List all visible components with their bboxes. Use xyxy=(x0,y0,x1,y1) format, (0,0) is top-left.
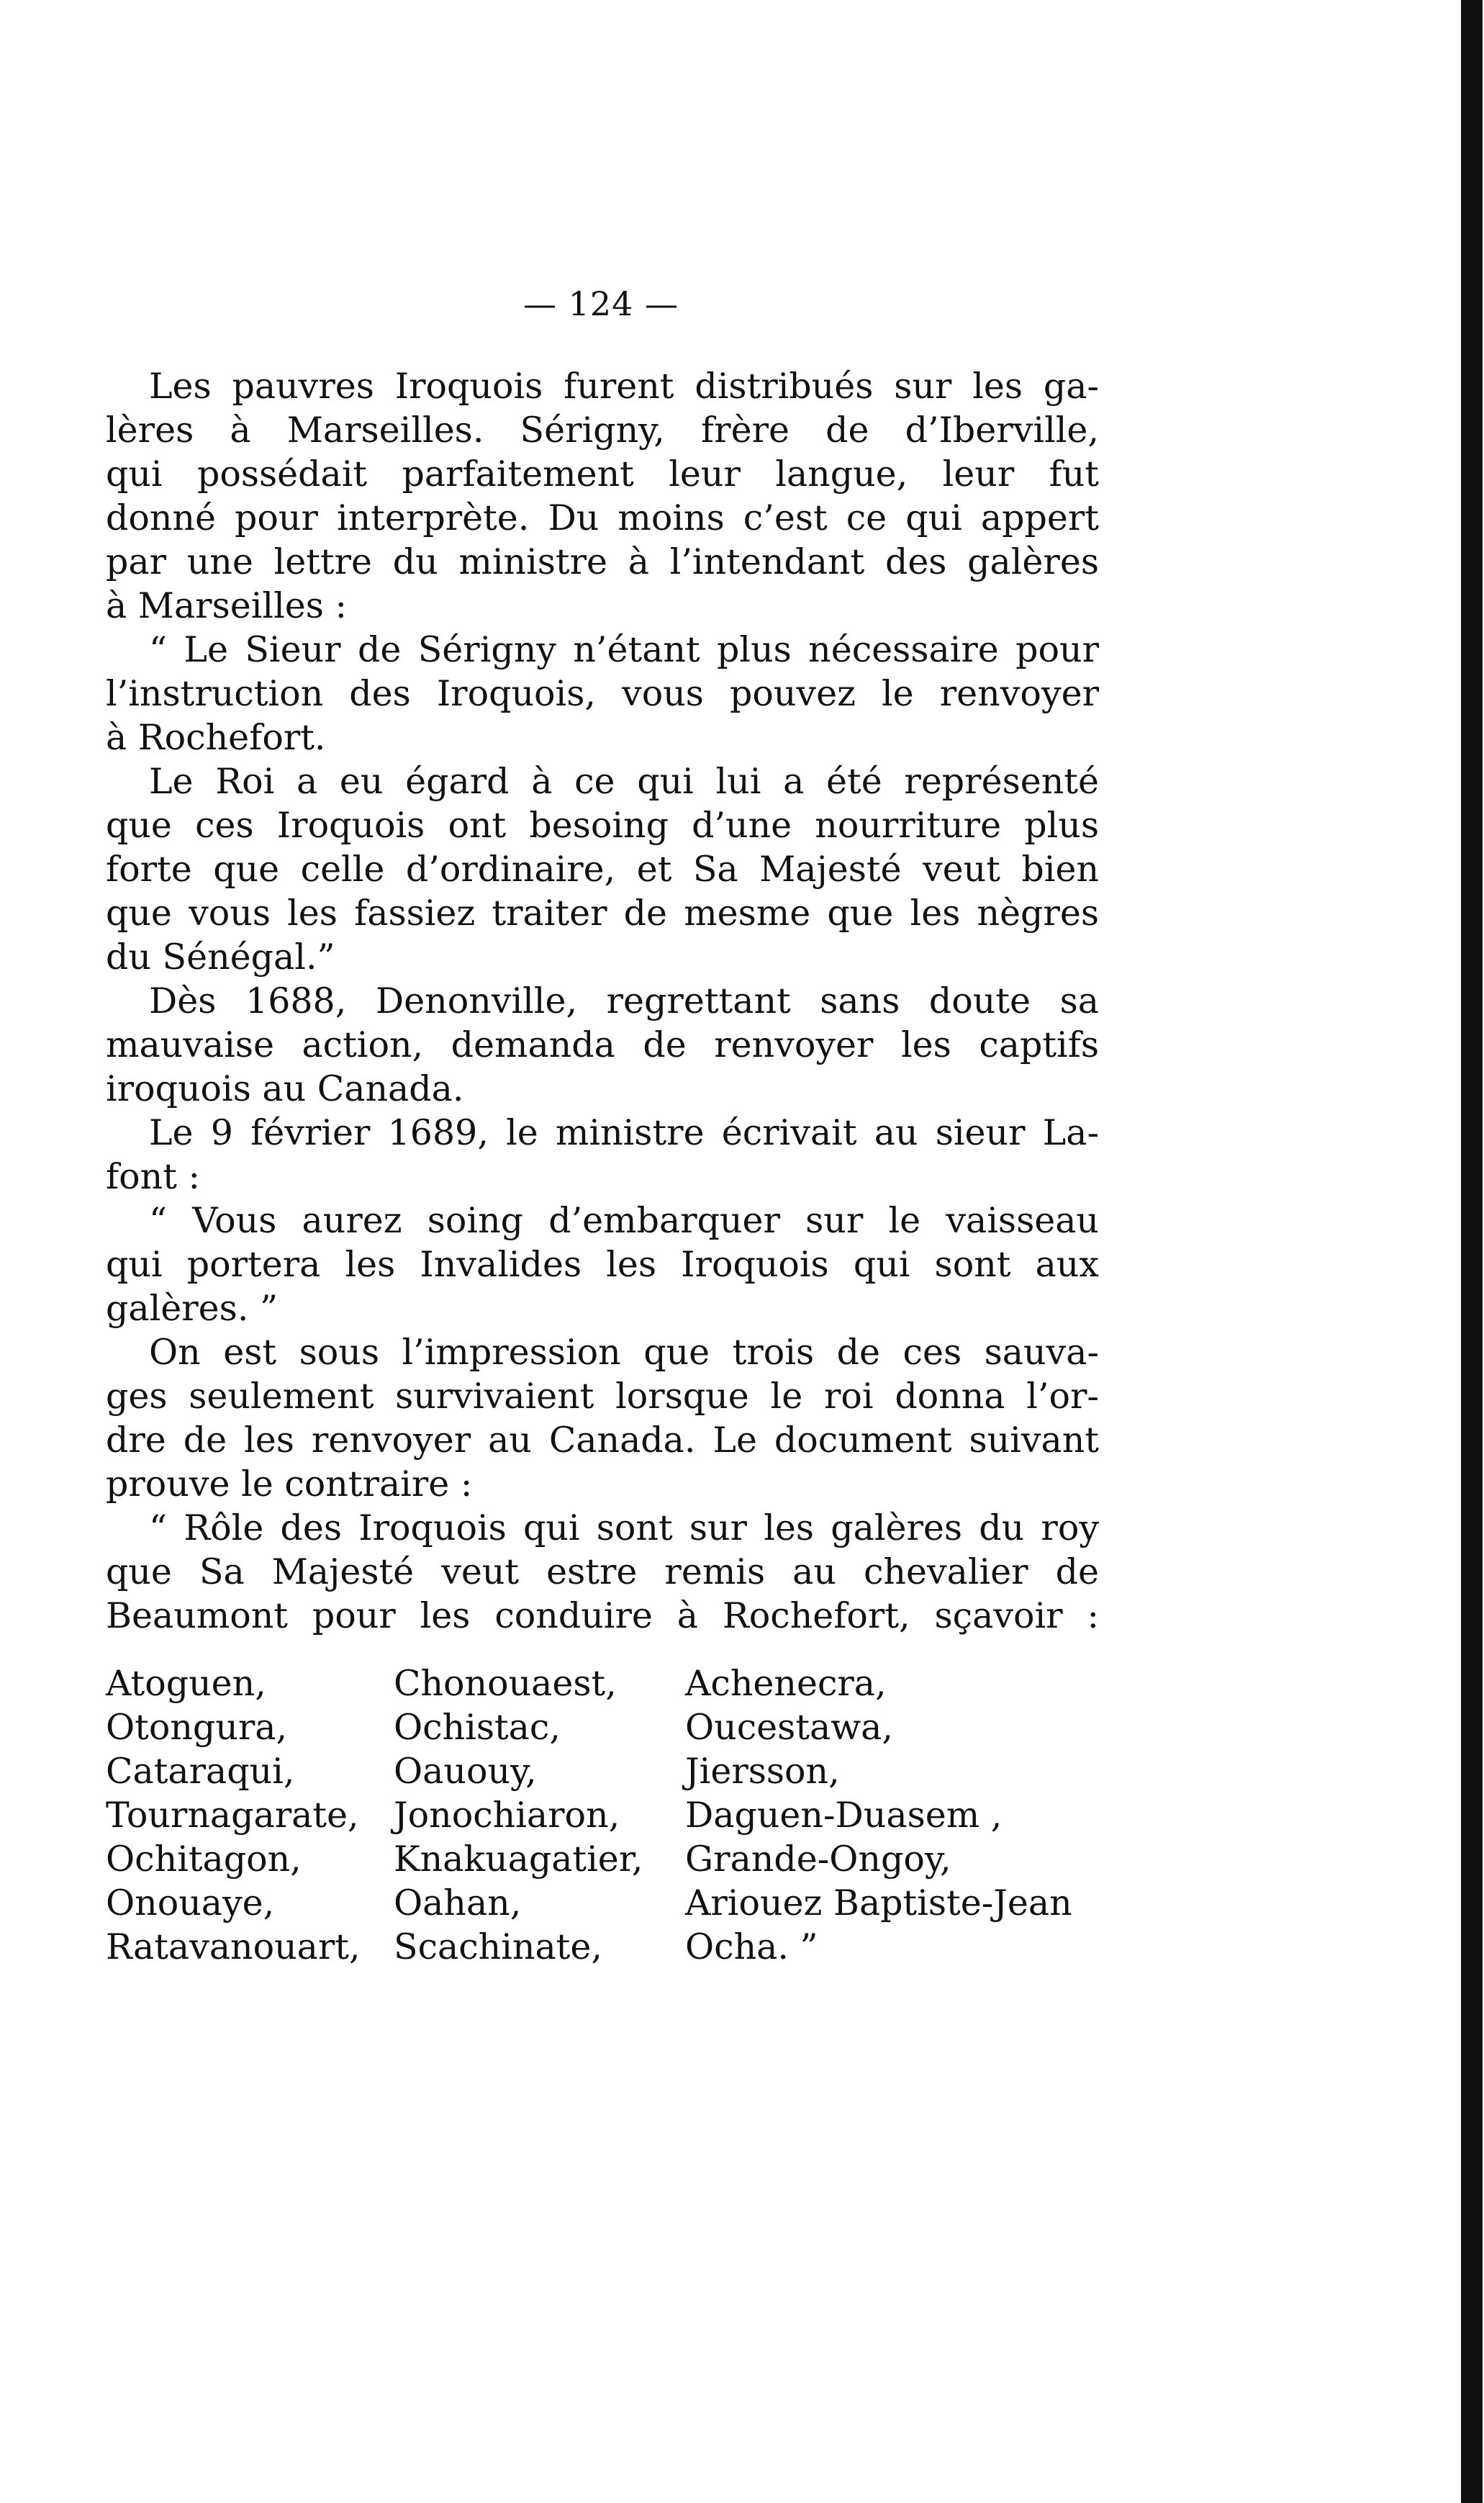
name-entry: Ariouez Baptiste-Jean xyxy=(685,1882,1072,1924)
name-entry: Ocha. ” xyxy=(685,1926,818,1967)
text-line: lères à Marseilles. Sérigny, frère de d’Iberville, xyxy=(106,410,1099,451)
names-row xyxy=(106,1793,1113,1837)
name-entry: Chonouaest, xyxy=(394,1663,617,1704)
name-entry: Achenecra, xyxy=(685,1663,887,1704)
text-line: par une lettre du ministre à l’intendant des galères xyxy=(106,541,1099,582)
name-entry: Onouaye, xyxy=(106,1882,275,1924)
text-line: On est sous l’impression que trois de ces sauva- xyxy=(149,1332,1099,1373)
name-entry: Daguen-Duasem , xyxy=(685,1795,1003,1836)
names-row xyxy=(106,1837,1113,1881)
text-line: l’instruction des Iroquois, vous pouvez le renvoyer xyxy=(106,673,1099,714)
text-line: qui possédait parfaitement leur langue, leur fut xyxy=(106,454,1099,495)
iroquois-names-list xyxy=(106,1661,1113,1969)
name-entry: Oahan, xyxy=(394,1882,522,1924)
text-line: à Rochefort. xyxy=(106,717,326,758)
name-entry: Tournagarate, xyxy=(106,1795,359,1836)
text-line: du Sénégal.” xyxy=(106,937,335,978)
name-entry: Ratavanouart, xyxy=(106,1926,361,1967)
text-line: “ Vous aurez soing d’embarquer sur le vaisseau xyxy=(149,1200,1099,1241)
text-line: que Sa Majesté veut estre remis au chevalier de xyxy=(106,1551,1099,1592)
text-line: Dès 1688, Denonville, regrettant sans doute sa xyxy=(149,980,1099,1022)
names-row xyxy=(106,1705,1113,1749)
text-line: dre de les renvoyer au Canada. Le document suivant xyxy=(106,1420,1099,1461)
text-line: ges seulement survivaient lorsque le roi donna l’or- xyxy=(106,1376,1099,1417)
text-line: à Marseilles : xyxy=(106,585,347,626)
name-entry: Oucestawa, xyxy=(685,1707,893,1748)
name-entry: Ochistac, xyxy=(394,1707,561,1748)
text-line: Beaumont pour les conduire à Rochefort, sçavoir : xyxy=(106,1595,1099,1636)
page-number: — 124 — xyxy=(522,284,679,323)
text-line: qui portera les Invalides les Iroquois qui sont aux xyxy=(106,1244,1099,1285)
name-entry: Otongura, xyxy=(106,1707,288,1748)
page-edge-bar xyxy=(1461,0,1483,2503)
text-line: galères. ” xyxy=(106,1288,279,1329)
text-line: iroquois au Canada. xyxy=(106,1068,464,1109)
name-entry: Ochitagon, xyxy=(106,1839,302,1880)
text-line: Le 9 février 1689, le ministre écrivait au sieur La- xyxy=(149,1112,1099,1153)
name-entry: Grande-Ongoy, xyxy=(685,1839,951,1880)
text-line: prouve le contraire : xyxy=(106,1464,473,1505)
body-text xyxy=(106,364,1099,1638)
text-line: forte que celle d’ordinaire, et Sa Majesté veut bien xyxy=(106,849,1099,890)
names-row xyxy=(106,1925,1113,1969)
text-line: Les pauvres Iroquois furent distribués sur les ga- xyxy=(149,366,1099,407)
name-entry: Jonochiaron, xyxy=(394,1795,620,1836)
name-entry: Oauouy, xyxy=(394,1751,537,1792)
text-line: que vous les fassiez traiter de mesme que les nègres xyxy=(106,893,1099,934)
text-line: “ Le Sieur de Sérigny n’étant plus nécessaire pour xyxy=(149,629,1099,670)
name-entry: Jiersson, xyxy=(685,1751,840,1792)
text-line: “ Rôle des Iroquois qui sont sur les galères du roy xyxy=(149,1507,1099,1548)
text-line: Le Roi a eu égard à ce qui lui a été représenté xyxy=(149,761,1099,802)
name-entry: Scachinate, xyxy=(394,1926,602,1967)
text-line: mauvaise action, demanda de renvoyer les captifs xyxy=(106,1024,1099,1065)
text-line: donné pour interprète. Du moins c’est ce qui appert xyxy=(106,497,1099,538)
name-entry: Atoguen, xyxy=(106,1663,266,1704)
names-row xyxy=(106,1749,1113,1793)
names-row xyxy=(106,1881,1113,1925)
name-entry: Knakuagatier, xyxy=(394,1839,643,1880)
text-line: que ces Iroquois ont besoing d’une nourriture plus xyxy=(106,805,1099,846)
name-entry: Cataraqui, xyxy=(106,1751,295,1792)
names-row xyxy=(106,1661,1113,1705)
text-line: font : xyxy=(106,1156,200,1197)
